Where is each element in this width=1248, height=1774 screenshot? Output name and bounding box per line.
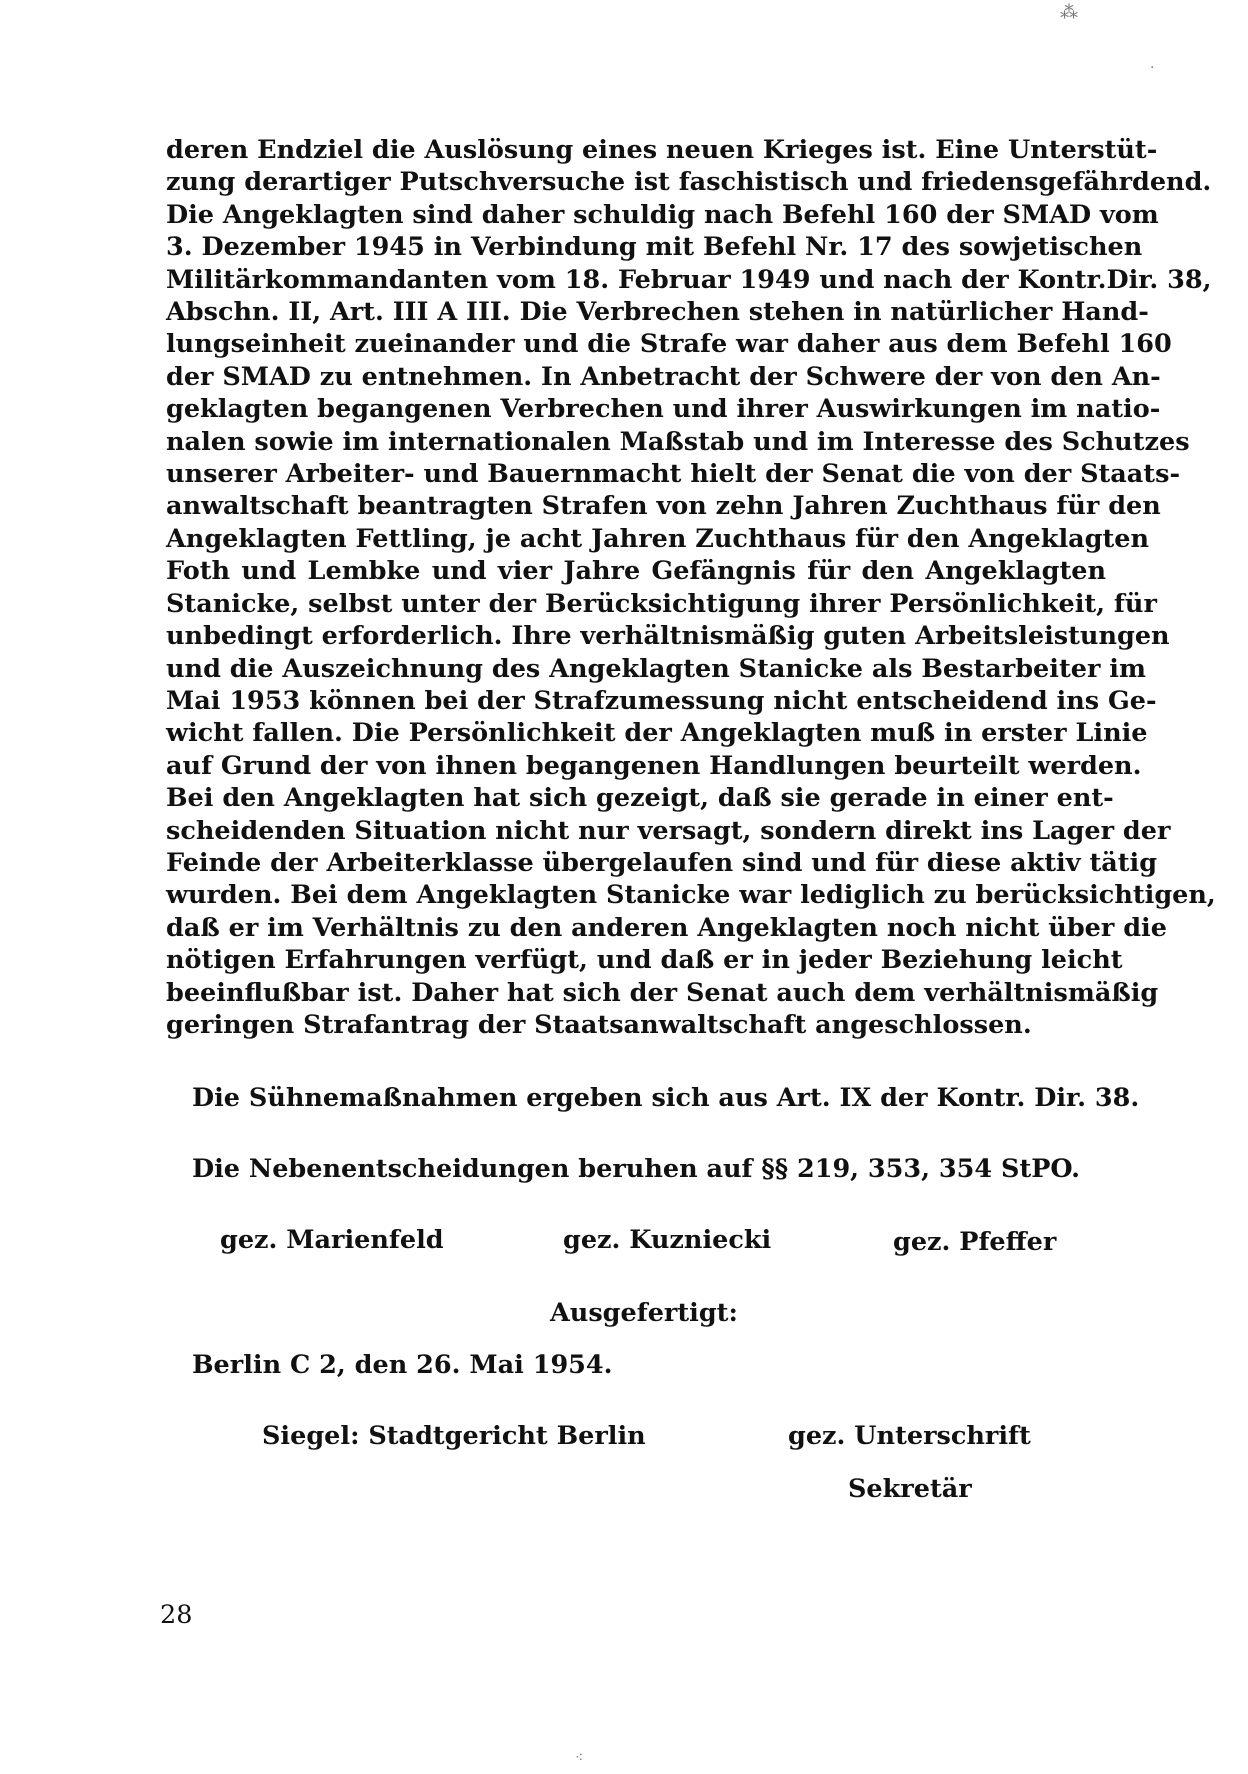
signature-marienfeld: gez. Marienfeld [220,1225,444,1255]
paragraph-line: scheidenden Situation nicht nur versagt, sondern direkt ins Lager der [166,815,1171,846]
paragraph-line: 3. Dezember 1945 in Verbindung mit Befehl Nr. 17 des sowjetischen [166,232,1143,263]
body-paragraph [166,134,1216,1041]
paragraph-line: daß er im Verhältnis zu den anderen Angeklagten noch nicht über die [166,912,1167,943]
paragraph-line: Mai 1953 können bei der Strafzumessung nicht entscheidend ins Ge- [166,685,1157,716]
paragraph-line: auf Grund der von ihnen begangenen Handlungen beurteilt werden. [166,750,1142,781]
paragraph-line: geklagten begangenen Verbrechen und ihrer Auswirkungen im natio- [166,394,1161,425]
page-number: 28 [160,1600,193,1630]
paragraph-line: nötigen Erfahrungen verfügt, und daß er in jeder Beziehung leicht [166,945,1123,976]
paragraph-line: deren Endziel die Auslösung eines neuen Krieges ist. Eine Unterstüt- [166,135,1158,165]
paragraph-line: Foth und Lembke und vier Jahre Gefängnis für den Angeklagten [166,556,1106,587]
paragraph-line: Militärkommandanten vom 18. Februar 1949 und nach der Kontr.Dir. 38, [166,264,1212,295]
place-and-date: Berlin C 2, den 26. Mai 1954. [192,1350,613,1380]
paragraph-line: der SMAD zu entnehmen. In Anbetracht der Schwere der von den An- [166,361,1161,392]
secretary-label: Sekretär [848,1474,972,1504]
seal-label: Siegel: Stadtgericht Berlin [262,1421,646,1451]
paragraph-line: Die Angeklagten sind daher schuldig nach Befehl 160 der SMAD vom [166,199,1159,230]
paragraph-line: zung derartiger Putschversuche ist faschistisch und friedensgefährdend. [166,167,1212,198]
paragraph-line: wicht fallen. Die Persönlichkeit der Angeklagten muß in erster Linie [166,718,1148,749]
scan-speck: · [1150,60,1155,76]
nebenentscheidungen-statement: Die Nebenentscheidungen beruhen auf §§ 219, 353, 354 StPO. [192,1154,1080,1184]
paragraph-line: und die Auszeichnung des Angeklagten Stanicke als Bestarbeiter im [166,653,1146,684]
paragraph-line: unserer Arbeiter- und Bauernmacht hielt der Senat die von der Staats- [166,459,1181,490]
signature-unterschrift: gez. Unterschrift [788,1421,1031,1451]
paragraph-line: lungseinheit zueinander und die Strafe war daher aus dem Befehl 160 [166,329,1172,360]
paragraph-line: Angeklagten Fettling, je acht Jahren Zuchthaus für den Angeklagten [166,523,1150,554]
signature-kuzniecki: gez. Kuzniecki [563,1225,772,1255]
paragraph-line: Stanicke, selbst unter der Berücksichtigung ihrer Persönlichkeit, für [166,588,1157,619]
paragraph-line: Feinde der Arbeiterklasse übergelaufen sind und für diese aktiv tätig [166,847,1158,878]
paragraph-line: unbedingt erforderlich. Ihre verhältnismäßig guten Arbeitsleistungen [166,621,1170,652]
ausgefertigt-label: Ausgefertigt: [550,1298,738,1328]
paragraph-line: anwaltschaft beantragten Strafen von zehn Jahren Zuchthaus für den [166,491,1161,522]
scan-speck: ⁖ [575,1750,584,1766]
paragraph-line: Bei den Angeklagten hat sich gezeigt, daß sie gerade in einer ent- [166,783,1114,814]
paragraph-line: wurden. Bei dem Angeklagten Stanicke war lediglich zu berücksichtigen, [166,880,1216,911]
signature-pfeffer: gez. Pfeffer [893,1227,1057,1257]
paragraph-line: geringen Strafantrag der Staatsanwaltschaft angeschlossen. [166,1009,1032,1040]
scan-speck: ⁂ [1060,2,1078,23]
paragraph-line: nalen sowie im internationalen Maßstab und im Interesse des Schutzes [166,426,1190,457]
suehne-statement: Die Sühnemaßnahmen ergeben sich aus Art. IX der Kontr. Dir. 38. [192,1083,1140,1113]
paragraph-line: Abschn. II, Art. III A III. Die Verbrechen stehen in natürlicher Hand- [166,297,1149,328]
paragraph-line: beeinflußbar ist. Daher hat sich der Senat auch dem verhältnismäßig [166,977,1159,1008]
